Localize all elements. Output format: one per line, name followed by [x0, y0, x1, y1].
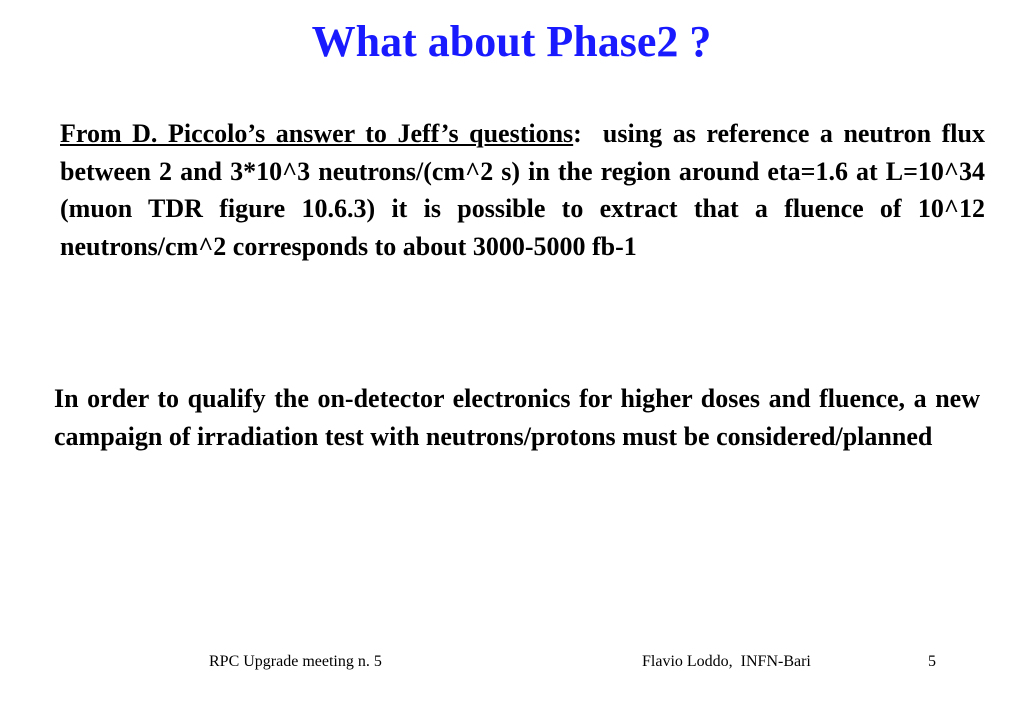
footer-meeting: RPC Upgrade meeting n. 5 — [209, 653, 382, 670]
paragraph-body: using as reference a neutron flux between 2 and 3*10^3 neutrons/(cm^2 s) in the region around eta=1.6 at L=10^34 (muon TDR figure 10.6.3) it is possible to extract that a fluence of 10^12 neutrons/cm^2 corresponds to about 3000-5000 fb-1 — [60, 119, 985, 261]
paragraph-irradiation-campaign: In order to qualify the on-detector electronics for higher doses and fluence, a new campaign of irradiation test with neutrons/protons must be considered/planned — [54, 384, 980, 451]
paragraph-piccolo-answer — [60, 115, 985, 265]
slide-title: What about Phase2 ? — [311, 17, 712, 66]
footer-author: Flavio Loddo, INFN-Bari — [642, 653, 811, 670]
paragraph-lead-colon: : — [573, 119, 582, 148]
footer-page-number: 5 — [928, 653, 936, 670]
paragraph-lead: From D. Piccolo’s answer to Jeff’s questions — [60, 119, 574, 148]
